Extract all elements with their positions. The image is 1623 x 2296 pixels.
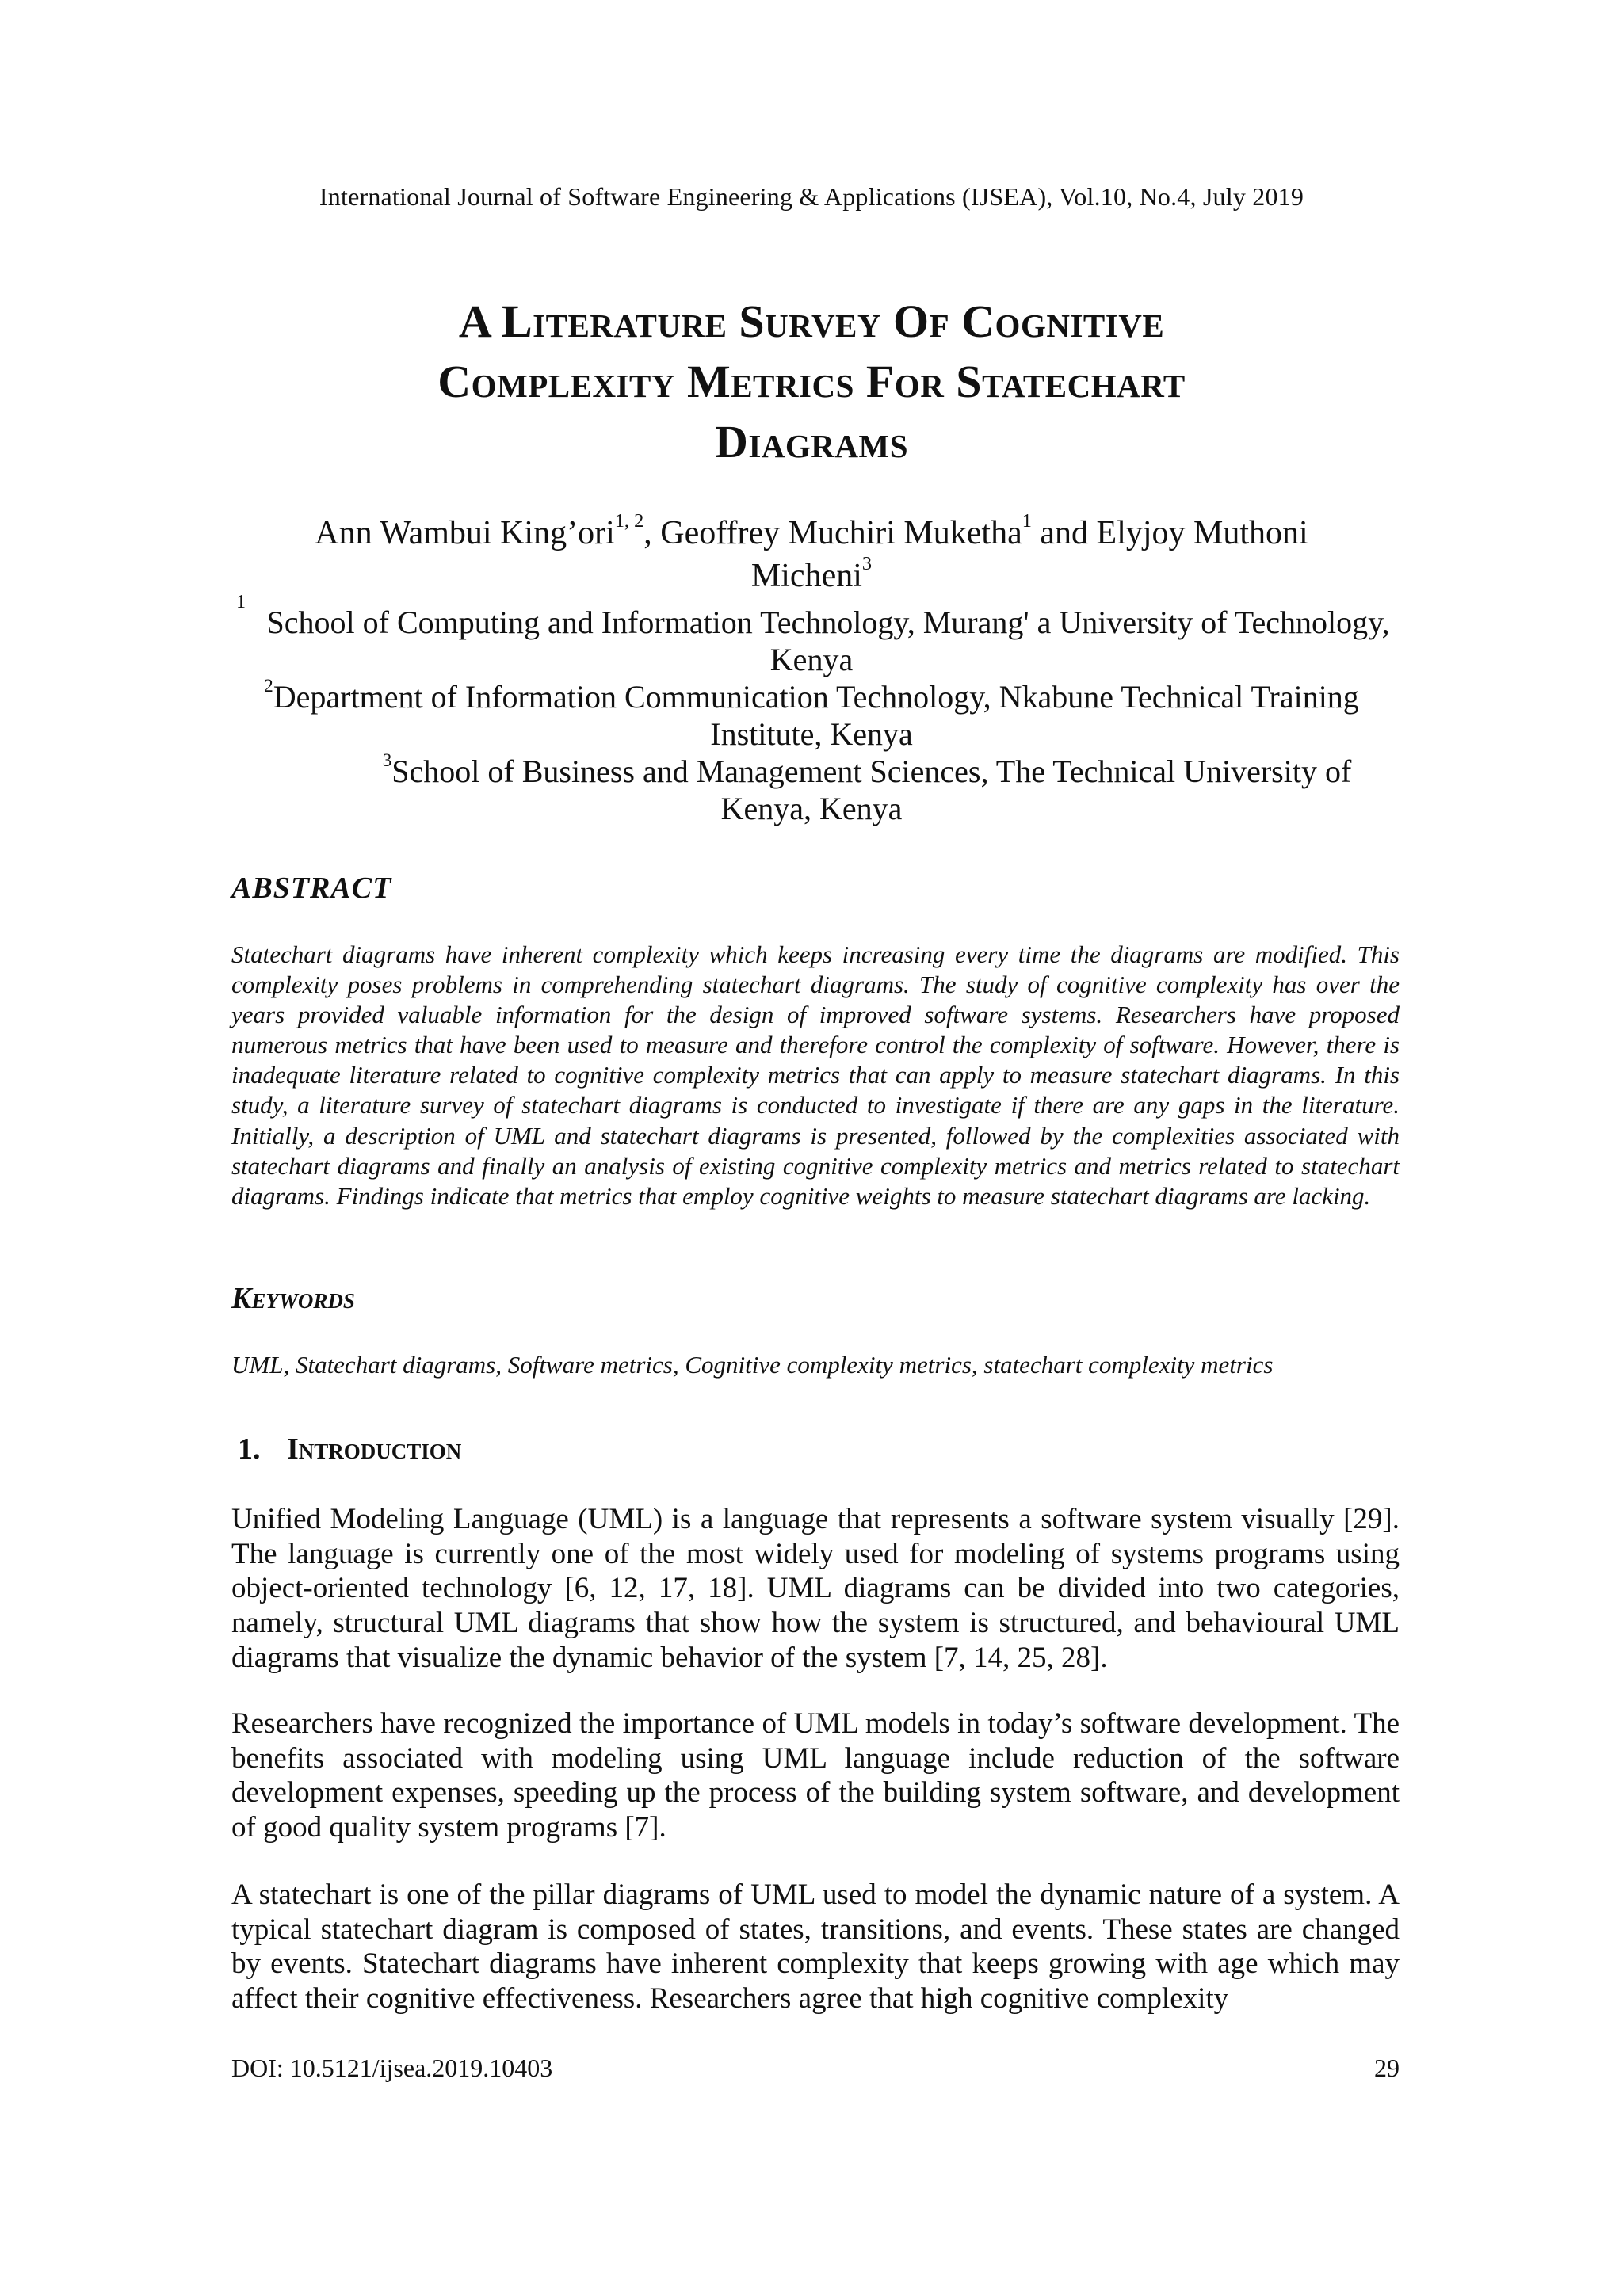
author-affiliation-marker: 3 xyxy=(861,552,873,574)
author-line xyxy=(0,509,1623,555)
affiliation xyxy=(0,749,1623,827)
affiliation-marker: 1 xyxy=(236,592,246,612)
affiliation-marker: 3 xyxy=(382,749,392,771)
author-affiliation-marker: 1, 2 xyxy=(614,509,644,532)
affiliation-line xyxy=(0,675,1623,715)
affiliation-line: Kenya xyxy=(769,642,854,677)
keywords-heading: Keywords xyxy=(231,1282,355,1315)
affiliation-marker: 2 xyxy=(264,675,273,696)
introduction-heading xyxy=(238,1431,461,1467)
affiliation-line: Institute, Kenya xyxy=(710,716,913,752)
affiliation xyxy=(0,592,1623,678)
body-paragraph: A statechart is one of the pillar diagrams of UML used to model the dynamic nature of a system. A typical statechart diagram is composed of states, transitions, and events. These states are changed by events. Statechart diagrams have inherent complexity that keeps growing with age which may affect their cognitive effectiveness. Researchers agree that high cognitive complexity xyxy=(231,1878,1400,2016)
affiliation xyxy=(0,675,1623,753)
affiliation-text: Department of Information Communication Technology, Nkabune Technical Training xyxy=(273,679,1359,715)
title-line: A Literature Survey Of Cognitive xyxy=(458,296,1165,347)
body-paragraph: Researchers have recognized the importance of UML models in today’s software development. The benefits associated with modeling using UML language include reduction of the software development expenses, speeding up the process of the building system software, and development of good quality system programs [7]. xyxy=(231,1707,1400,1844)
author-list xyxy=(0,509,1623,597)
affiliation-line: Kenya, Kenya xyxy=(720,791,903,826)
paper-title xyxy=(0,292,1623,472)
abstract-heading: ABSTRACT xyxy=(231,871,392,905)
doi-footer: DOI: 10.5121/ijsea.2019.10403 xyxy=(231,2054,553,2082)
section-title: Introduction xyxy=(287,1432,462,1466)
affiliation-line xyxy=(0,749,1623,790)
author-affiliation-marker: 1 xyxy=(1022,509,1032,532)
title-line: Diagrams xyxy=(714,416,909,467)
affiliation-text: School of Business and Management Sciences, The Technical University of xyxy=(391,753,1352,789)
author-name: Ann Wambui King’ori xyxy=(315,515,615,551)
affiliation-line: School of Computing and Information Technology, Murang' a University of Technology, xyxy=(266,605,1390,640)
author-name: and Elyjoy Muthoni xyxy=(1031,515,1308,551)
author-line xyxy=(0,552,1623,597)
section-number: 1. xyxy=(238,1432,261,1466)
journal-header: International Journal of Software Engineering & Applications (IJSEA), Vol.10, No.4, July 2019 xyxy=(319,182,1304,211)
author-name: , Geoffrey Muchiri Muketha xyxy=(643,515,1022,551)
author-name: Micheni xyxy=(750,558,862,594)
body-paragraph: Unified Modeling Language (UML) is a language that represents a software system visually [29]. The language is currently one of the most widely used for modeling of systems programs using object-oriented technology [6, 12, 17, 18]. UML diagrams can be divided into two categories, namely, structural UML diagrams that show how the system is structured, and behavioural UML diagrams that visualize the dynamic behavior of the system [7, 14, 25, 28]. xyxy=(231,1503,1400,1674)
abstract-text: Statechart diagrams have inherent complexity which keeps increasing every time the diagrams are modified. This complexity poses problems in comprehending statechart diagrams. The study of cognitive complexity has over the years provided valuable information for the design of improved software systems. Researchers have proposed numerous metrics that have been used to measure and therefore control the complexity of software. However, there is inadequate literature related to cognitive complexity metrics that can apply to measure statechart diagrams. In this study, a literature survey of statechart diagrams is conducted to investigate if there are any gaps in the literature. Initially, a description of UML and statechart diagrams is presented, followed by the complexities associated with statechart diagrams and finally an analysis of existing cognitive complexity metrics and metrics related to statechart diagrams. Findings indicate that metrics that employ cognitive weights to measure statechart diagrams are lacking. xyxy=(231,940,1400,1210)
keywords-text: UML, Statechart diagrams, Software metrics, Cognitive complexity metrics, statechart complexity metrics xyxy=(231,1351,1274,1379)
title-line: Complexity Metrics For Statechart xyxy=(437,356,1186,407)
page-number: 29 xyxy=(1374,2054,1400,2082)
